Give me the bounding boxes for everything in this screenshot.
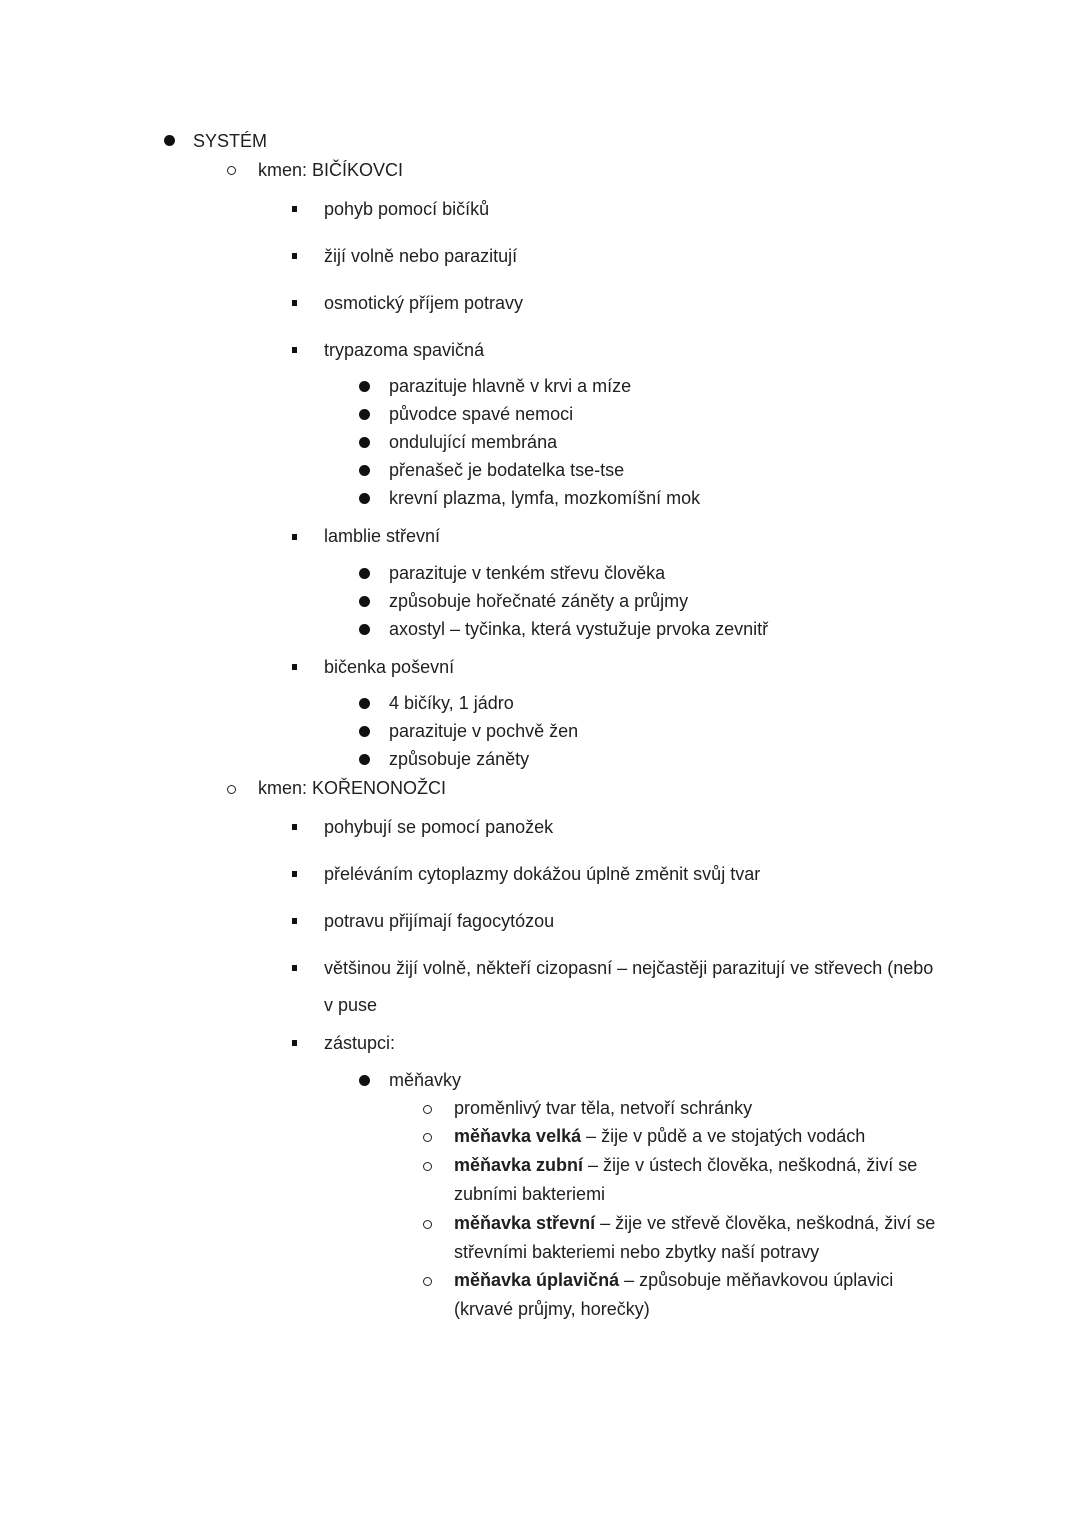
list-item: [454, 1125, 865, 1147]
bullet-disc: [359, 381, 370, 392]
list-item-continuation: střevními bakteriemi nebo zbytky naší potravy: [454, 1242, 820, 1262]
bullet-square: [292, 534, 297, 540]
list-item-continuation: (krvavé průjmy, horečky): [454, 1299, 650, 1319]
bullet-square: [292, 871, 297, 877]
list-item: zástupci:: [324, 1033, 396, 1053]
term-bold: měňavka velká: [454, 1126, 582, 1146]
term-description: – žije v ústech člověka, neškodná, živí se: [583, 1155, 918, 1175]
list-item: parazituje hlavně v krvi a míze: [389, 376, 632, 396]
bullet-square: [292, 664, 297, 670]
term-bold: měňavka zubní: [454, 1155, 584, 1175]
bullet-square: [292, 347, 297, 353]
bullet-disc: [359, 465, 370, 476]
bullet-disc: [359, 493, 370, 504]
term-bold: měňavka střevní: [454, 1213, 596, 1233]
bullet-disc: [359, 1075, 370, 1086]
bullet-disc: [359, 568, 370, 579]
list-item: osmotický příjem potravy: [324, 293, 524, 313]
term-description: – žije v půdě a ve stojatých vodách: [581, 1126, 866, 1146]
list-item: lamblie střevní: [324, 526, 441, 546]
list-item: přenašeč je bodatelka tse-tse: [389, 460, 625, 480]
list-item: parazituje v tenkém střevu člověka: [389, 563, 666, 583]
bullet-square: [292, 965, 297, 971]
list-item: bičenka poševní: [324, 657, 455, 677]
term-description: – způsobuje měňavkovou úplavici: [619, 1270, 894, 1290]
list-item: [454, 1154, 917, 1176]
list-item: 4 bičíky, 1 jádro: [389, 693, 514, 713]
kmen-korenonozci: kmen: KOŘENONOŽCI: [258, 778, 447, 798]
bullet-circle: [423, 1105, 432, 1114]
bullet-square: [292, 1040, 297, 1046]
bullet-circle: [423, 1133, 432, 1142]
bullet-disc: [359, 698, 370, 709]
bullet-disc: [359, 409, 370, 420]
bullet-disc: [359, 624, 370, 635]
list-item: proměnlivý tvar těla, netvoří schránky: [454, 1098, 753, 1118]
list-item: ondulující membrána: [389, 432, 558, 452]
list-item: přeléváním cytoplazmy dokážou úplně změnit svůj tvar: [324, 864, 761, 884]
list-item: potravu přijímají fagocytózou: [324, 911, 555, 931]
bullet-circle: [227, 785, 236, 794]
term-description: – žije ve střevě člověka, neškodná, živí se: [595, 1213, 936, 1233]
bullet-disc: [359, 596, 370, 607]
kmen-bicikovci: kmen: BIČÍKOVCI: [258, 160, 404, 180]
list-item-continuation: zubními bakteriemi: [454, 1184, 606, 1204]
list-item-continuation: v puse: [324, 995, 378, 1015]
term-bold: měňavka úplavičná: [454, 1270, 620, 1290]
heading-system: SYSTÉM: [193, 131, 268, 151]
bullet-circle: [227, 166, 236, 175]
bullet-disc: [359, 726, 370, 737]
bullet-square: [292, 300, 297, 306]
bullet-disc: [164, 135, 175, 146]
bullet-disc: [359, 437, 370, 448]
list-item: způsobuje záněty: [389, 749, 530, 769]
bullet-circle: [423, 1162, 432, 1171]
list-item: [454, 1269, 893, 1291]
list-item: většinou žijí volně, někteří cizopasní – nejčastěji parazitují ve střevech (nebo: [324, 958, 934, 978]
bullet-square: [292, 206, 297, 212]
list-item: pohyb pomocí bičíků: [324, 199, 490, 219]
list-item: způsobuje hořečnaté záněty a průjmy: [389, 591, 689, 611]
list-item: původce spavé nemoci: [389, 404, 574, 424]
bullet-circle: [423, 1277, 432, 1286]
list-item: parazituje v pochvě žen: [389, 721, 579, 741]
list-item: měňavky: [389, 1070, 462, 1090]
list-item: žijí volně nebo parazitují: [324, 246, 518, 266]
list-item: axostyl – tyčinka, která vystužuje prvoka zevnitř: [389, 619, 769, 639]
bullet-circle: [423, 1220, 432, 1229]
list-item: trypazoma spavičná: [324, 340, 485, 360]
bullet-square: [292, 918, 297, 924]
bullet-square: [292, 824, 297, 830]
list-item: pohybují se pomocí panožek: [324, 817, 554, 837]
list-item: krevní plazma, lymfa, mozkomíšní mok: [389, 488, 701, 508]
list-item: [454, 1212, 935, 1234]
bullet-square: [292, 253, 297, 259]
bullet-disc: [359, 754, 370, 765]
